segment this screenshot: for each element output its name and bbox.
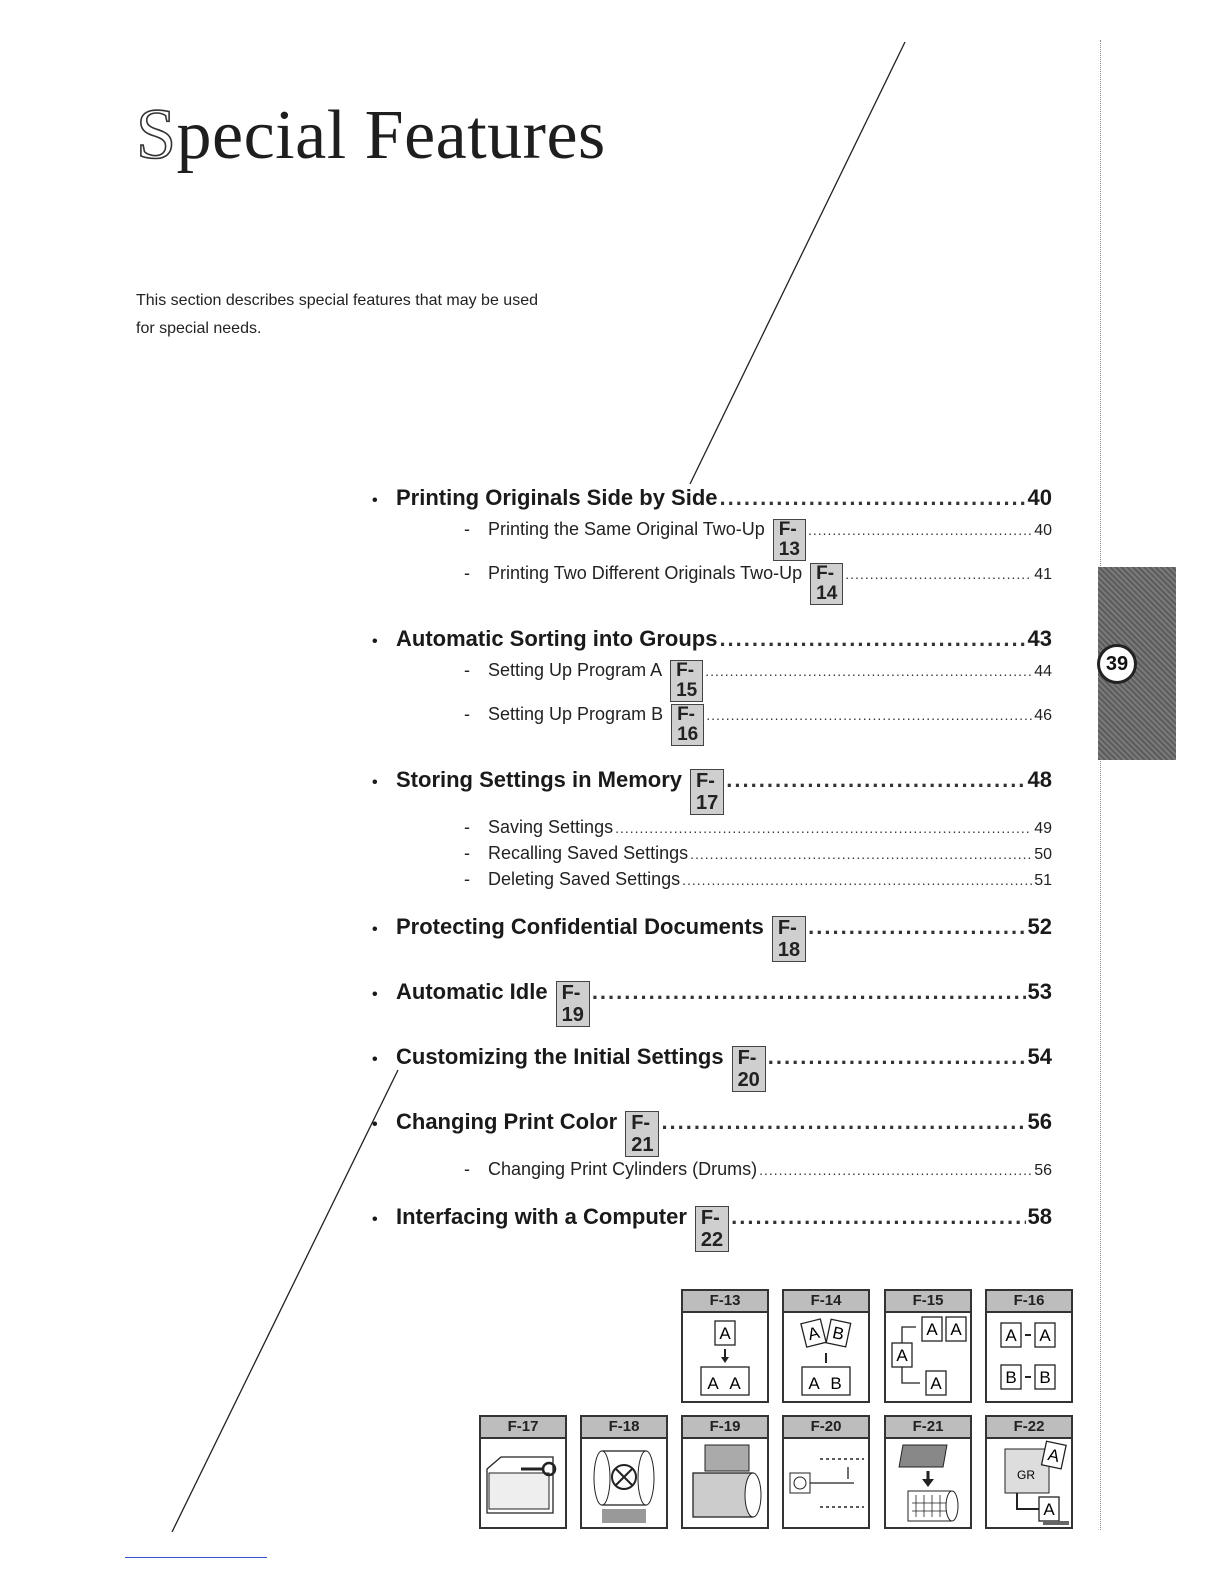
section-number-badge: 39 xyxy=(1097,644,1137,684)
idle-drum-icon xyxy=(683,1439,767,1529)
svg-text:A: A xyxy=(930,1374,942,1393)
svg-text:A: A xyxy=(808,1374,820,1393)
toc-page-number: 54 xyxy=(1027,1044,1052,1069)
feature-icon-label: F-18 xyxy=(582,1417,666,1439)
dash-marker: - xyxy=(464,519,470,539)
feature-code-badge: F-19 xyxy=(556,981,590,1027)
toc-page-number: 48 xyxy=(1027,767,1052,792)
toc-page-number: 40 xyxy=(1034,522,1052,539)
svg-text:A: A xyxy=(729,1374,741,1393)
confidential-drum-icon xyxy=(582,1439,666,1529)
section-spacer xyxy=(372,1027,1052,1041)
table-of-contents xyxy=(372,482,1052,1252)
toc-subsection-title: Recalling Saved Settings xyxy=(488,843,689,863)
section-spacer xyxy=(372,893,1052,911)
feature-icon-f-15 xyxy=(884,1289,972,1403)
dot-leader xyxy=(845,562,1032,586)
toc-subsection-title: Setting Up Program A xyxy=(488,660,663,680)
dot-leader xyxy=(731,1201,1025,1233)
intro-line: for special needs. xyxy=(136,320,262,337)
dash-marker: - xyxy=(464,704,470,724)
svg-text:A: A xyxy=(719,1324,731,1343)
feature-icon-label: F-21 xyxy=(886,1417,970,1439)
toc-subsection-entry[interactable] xyxy=(464,1157,1052,1183)
bullet-icon: • xyxy=(372,1116,378,1133)
section-spacer xyxy=(372,962,1052,976)
toc-section-entry[interactable] xyxy=(372,1201,1052,1252)
svg-text:A: A xyxy=(950,1320,962,1339)
toc-section-entry[interactable] xyxy=(372,623,1052,658)
toc-section-entry[interactable] xyxy=(372,1106,1052,1157)
svg-text:GR: GR xyxy=(1017,1468,1035,1482)
toc-section-title: Storing Settings in Memory xyxy=(396,767,683,792)
dash-marker: - xyxy=(464,1159,470,1179)
toc-section-entry[interactable] xyxy=(372,1041,1052,1092)
toc-page-number: 43 xyxy=(1027,626,1052,651)
section-spacer xyxy=(372,605,1052,623)
bullet-icon: • xyxy=(372,1051,378,1068)
toc-page-number: 41 xyxy=(1034,566,1052,583)
computer-interface-icon xyxy=(987,1439,1071,1529)
dot-leader xyxy=(726,764,1025,796)
feature-code-badge: F-14 xyxy=(810,563,843,605)
feature-icon-label: F-15 xyxy=(886,1291,970,1313)
toc-subsection-title: Saving Settings xyxy=(488,817,614,837)
toc-section-entry[interactable] xyxy=(372,482,1052,517)
toc-subsection-entry[interactable] xyxy=(464,561,1052,605)
footer-rule xyxy=(125,1557,267,1558)
initial-settings-icon xyxy=(784,1439,868,1529)
feature-icon-f-22 xyxy=(985,1415,1073,1529)
intro-text xyxy=(136,287,606,343)
toc-subsection-title: Printing Two Different Originals Two-Up xyxy=(488,563,803,583)
bullet-icon: • xyxy=(372,921,378,938)
feature-icon-label: F-14 xyxy=(784,1291,868,1313)
toc-subsection-entry[interactable] xyxy=(464,841,1052,867)
dot-leader xyxy=(720,482,1026,514)
svg-text:B: B xyxy=(1005,1368,1017,1387)
svg-text:B: B xyxy=(830,1323,846,1345)
toc-section xyxy=(372,1041,1052,1092)
toc-subsection-title: Printing the Same Original Two-Up xyxy=(488,519,765,539)
feature-code-badge: F-13 xyxy=(773,519,806,561)
svg-text:A: A xyxy=(1046,1445,1062,1467)
dot-leader xyxy=(690,842,1032,866)
toc-section xyxy=(372,482,1052,605)
feature-icon-f-14 xyxy=(782,1289,870,1403)
feature-icon-f-20 xyxy=(782,1415,870,1529)
section-spacer xyxy=(372,746,1052,764)
memory-keypad-icon xyxy=(481,1439,565,1529)
toc-page-number: 46 xyxy=(1034,707,1052,724)
dot-leader xyxy=(808,518,1032,542)
feature-icon-f-16 xyxy=(985,1289,1073,1403)
bullet-icon: • xyxy=(372,492,378,509)
bullet-icon: • xyxy=(372,633,378,650)
dot-leader xyxy=(661,1106,1025,1138)
toc-section xyxy=(372,1106,1052,1183)
feature-code-badge: F-16 xyxy=(671,704,704,746)
toc-page-number: 44 xyxy=(1034,663,1052,680)
toc-page-number: 56 xyxy=(1034,1162,1052,1179)
toc-section-title: Changing Print Color xyxy=(396,1109,618,1134)
sort-program-a-icon xyxy=(886,1313,970,1403)
bullet-icon: • xyxy=(372,986,378,1003)
feature-icon-label: F-22 xyxy=(987,1417,1071,1439)
toc-subsection-title: Deleting Saved Settings xyxy=(488,869,681,889)
section-spacer xyxy=(372,1092,1052,1106)
feature-code-badge: F-17 xyxy=(690,769,724,815)
feature-code-badge: F-21 xyxy=(625,1111,659,1157)
dash-marker: - xyxy=(464,817,470,837)
two-up-same-icon xyxy=(683,1313,767,1403)
feature-icon-f-17 xyxy=(479,1415,567,1529)
feature-code-badge: F-20 xyxy=(732,1046,766,1092)
toc-section-entry[interactable] xyxy=(372,764,1052,815)
toc-section-title: Interfacing with a Computer xyxy=(396,1204,687,1229)
dash-marker: - xyxy=(464,843,470,863)
toc-section xyxy=(372,764,1052,893)
title-rest: pecial Features xyxy=(176,97,606,174)
dash-marker: - xyxy=(464,660,470,680)
svg-text:A: A xyxy=(1043,1500,1055,1519)
feature-icon-f-13 xyxy=(681,1289,769,1403)
svg-text:A: A xyxy=(896,1346,908,1365)
sort-program-b-icon xyxy=(987,1313,1071,1403)
dot-leader xyxy=(759,1158,1032,1182)
dot-leader xyxy=(808,911,1025,943)
toc-section xyxy=(372,623,1052,746)
section-spacer xyxy=(372,1183,1052,1201)
toc-subsection-title: Changing Print Cylinders (Drums) xyxy=(488,1159,758,1179)
svg-text:A: A xyxy=(1039,1326,1051,1345)
title-initial: S xyxy=(136,94,177,174)
dot-leader xyxy=(592,976,1026,1008)
feature-icon-label: F-20 xyxy=(784,1417,868,1439)
toc-section xyxy=(372,911,1052,962)
toc-section-entry[interactable] xyxy=(372,976,1052,1027)
toc-page-number: 51 xyxy=(1034,872,1052,889)
toc-page-number: 49 xyxy=(1034,820,1052,837)
toc-section-title: Protecting Confidential Documents xyxy=(396,914,764,939)
toc-section xyxy=(372,1201,1052,1252)
toc-subsection-entry[interactable] xyxy=(464,815,1052,841)
toc-subsection-entry[interactable] xyxy=(464,867,1052,893)
svg-text:A: A xyxy=(1005,1326,1017,1345)
feature-code-badge: F-18 xyxy=(772,916,806,962)
svg-text:B: B xyxy=(830,1374,842,1393)
toc-section-title: Customizing the Initial Settings xyxy=(396,1044,724,1069)
toc-page-number: 50 xyxy=(1034,846,1052,863)
feature-icon-f-21 xyxy=(884,1415,972,1529)
toc-section-title: Automatic Sorting into Groups xyxy=(396,626,718,651)
print-color-drum-icon xyxy=(886,1439,970,1529)
feature-icon-label: F-13 xyxy=(683,1291,767,1313)
toc-page-number: 40 xyxy=(1027,485,1052,510)
feature-icon-label: F-19 xyxy=(683,1417,767,1439)
svg-text:A: A xyxy=(707,1374,719,1393)
dot-leader xyxy=(706,703,1032,727)
dot-leader xyxy=(682,868,1032,892)
toc-page-number: 58 xyxy=(1027,1204,1052,1229)
toc-section-title: Automatic Idle xyxy=(396,979,548,1004)
toc-page-number: 56 xyxy=(1027,1109,1052,1134)
toc-subsection-title: Setting Up Program B xyxy=(488,704,664,724)
page-title xyxy=(136,94,606,174)
dot-leader xyxy=(768,1041,1026,1073)
dot-leader xyxy=(705,659,1032,683)
intro-line: This section describes special features that may be used xyxy=(136,292,538,309)
toc-page-number: 52 xyxy=(1027,914,1052,939)
toc-section-title: Printing Originals Side by Side xyxy=(396,485,718,510)
feature-code-badge: F-22 xyxy=(695,1206,729,1252)
toc-section xyxy=(372,976,1052,1027)
dash-marker: - xyxy=(464,563,470,583)
bullet-icon: • xyxy=(372,1211,378,1228)
two-up-different-icon xyxy=(784,1313,868,1403)
feature-icon-f-19 xyxy=(681,1415,769,1529)
dash-marker: - xyxy=(464,869,470,889)
toc-page-number: 53 xyxy=(1027,979,1052,1004)
toc-subsection-entry[interactable] xyxy=(464,517,1052,561)
toc-section-entry[interactable] xyxy=(372,911,1052,962)
dot-leader xyxy=(615,816,1032,840)
toc-subsection-entry[interactable] xyxy=(464,702,1052,746)
feature-icon-f-18 xyxy=(580,1415,668,1529)
toc-subsection-entry[interactable] xyxy=(464,658,1052,702)
bullet-icon: • xyxy=(372,774,378,791)
svg-text:A: A xyxy=(805,1322,822,1345)
svg-text:B: B xyxy=(1039,1368,1051,1387)
feature-code-badge: F-15 xyxy=(670,660,703,702)
svg-text:A: A xyxy=(926,1320,938,1339)
feature-icon-label: F-16 xyxy=(987,1291,1071,1313)
feature-icon-label: F-17 xyxy=(481,1417,565,1439)
page-margin-rule xyxy=(1100,40,1101,1530)
dot-leader xyxy=(719,623,1025,655)
